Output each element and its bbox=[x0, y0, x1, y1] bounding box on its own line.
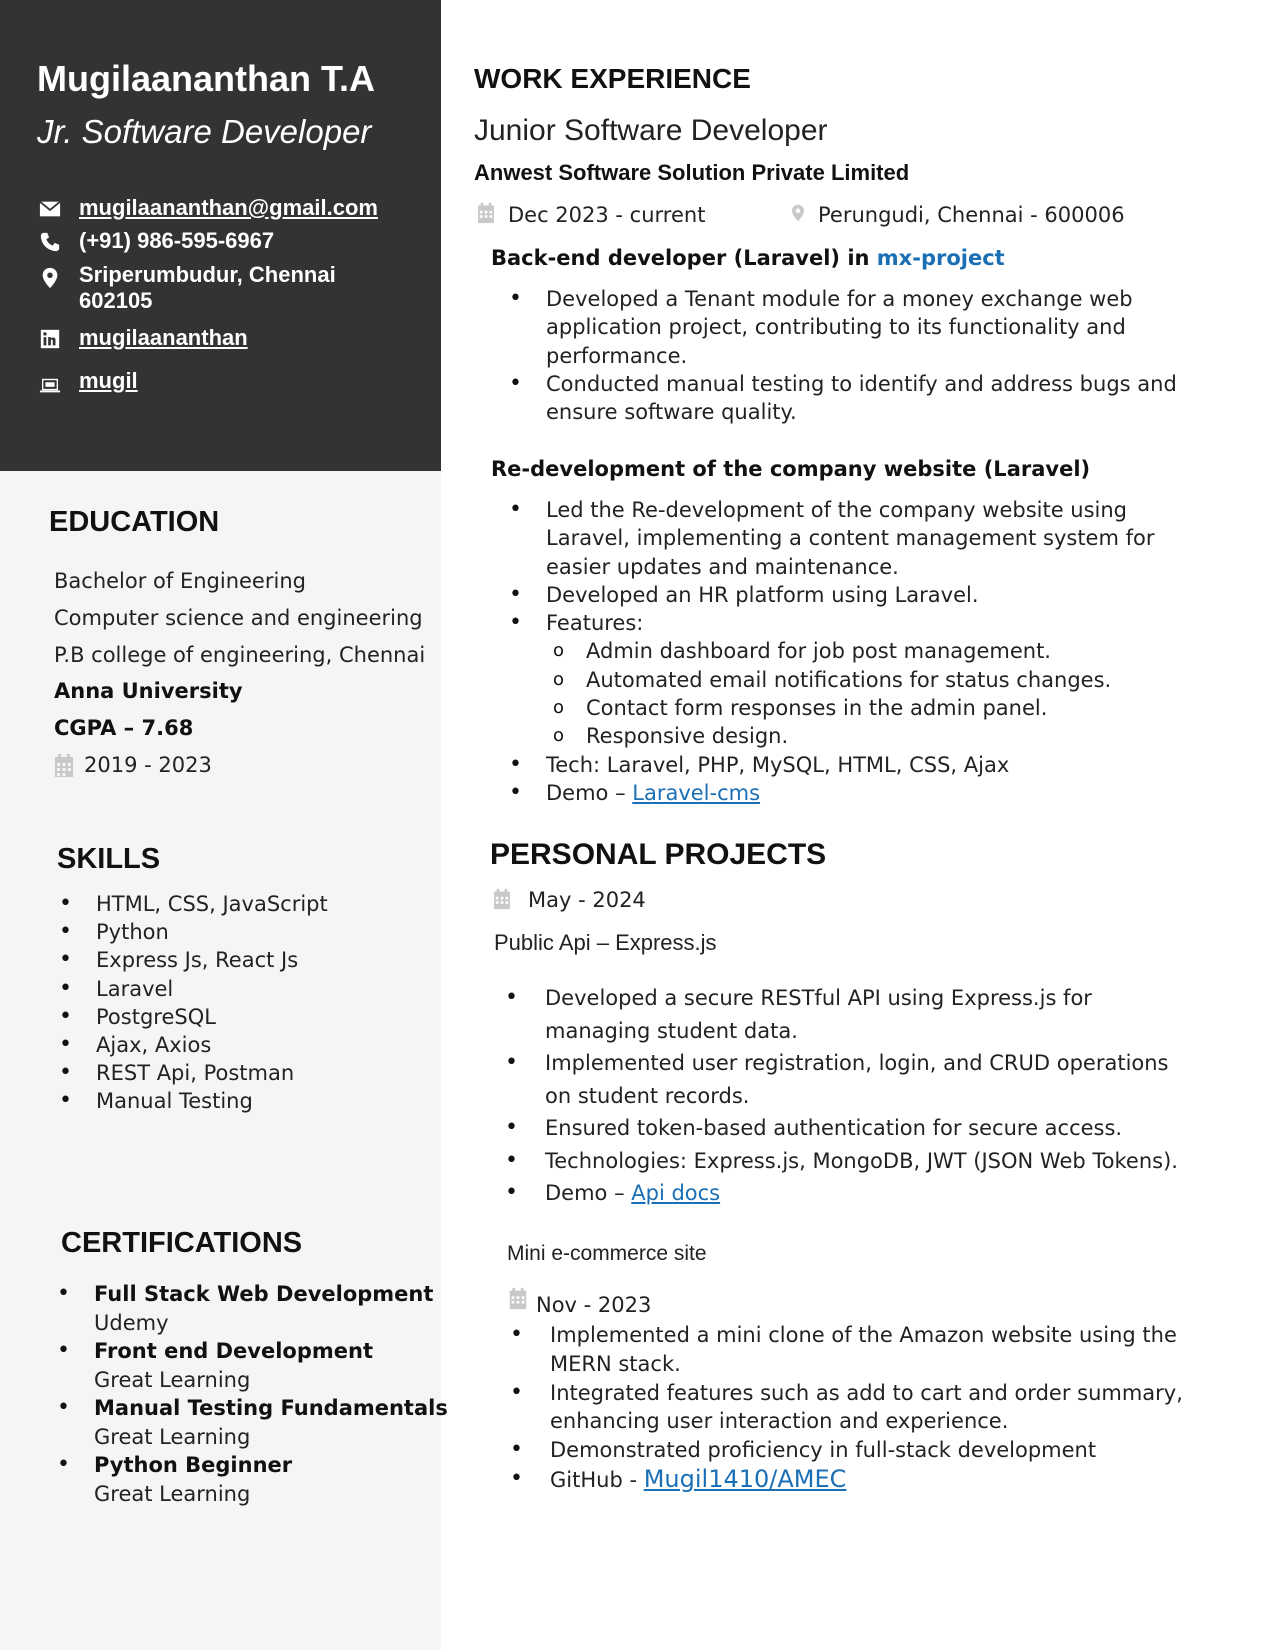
skill-item: • Python bbox=[58, 918, 328, 946]
cert-title: • Manual Testing Fundamentals bbox=[94, 1396, 448, 1420]
feature-item: o Contact form responses in the admin panel. bbox=[546, 694, 1155, 722]
list-item bbox=[491, 779, 1155, 807]
education-university: Anna University bbox=[54, 679, 243, 703]
project1-heading bbox=[491, 246, 1005, 270]
feature-item: o Admin dashboard for job post management. bbox=[546, 637, 1155, 665]
contact-address-row bbox=[39, 262, 439, 318]
contact-portfolio-row bbox=[39, 368, 439, 396]
feature-item: o Automated email notifications for status changes. bbox=[546, 666, 1155, 694]
project-title: Mini e-commerce site bbox=[507, 1242, 707, 1265]
candidate-name: Mugilaananthan T.A bbox=[37, 58, 376, 99]
address-line-1: Sriperumbudur, Chennai bbox=[79, 262, 336, 287]
candidate-role: Jr. Software Developer bbox=[37, 113, 372, 150]
contact-email-row bbox=[39, 195, 439, 223]
github-repo-link[interactable]: Mugil1410/AMEC bbox=[643, 1464, 847, 1493]
cert-title: • Front end Development bbox=[94, 1339, 373, 1363]
calendar-icon bbox=[476, 202, 496, 224]
list-item bbox=[495, 1465, 1183, 1495]
list-item: • Demonstrated proficiency in full-stack development bbox=[495, 1436, 1183, 1465]
skill-item: • PostgreSQL bbox=[58, 1003, 328, 1031]
list-item: • Ensured token-based authentication for secure access. bbox=[490, 1112, 1178, 1145]
list-item bbox=[491, 609, 1155, 750]
location-pin-icon bbox=[789, 202, 807, 228]
phone-icon bbox=[39, 231, 61, 253]
linkedin-link[interactable]: mugilaananthan bbox=[79, 325, 248, 350]
personal-projects-heading: PERSONAL PROJECTS bbox=[490, 838, 827, 871]
project2-heading: Re-development of the company website (Laravel) bbox=[491, 457, 1091, 481]
education-degree: Bachelor of Engineering bbox=[54, 569, 306, 593]
cert-item bbox=[56, 1451, 448, 1508]
github-label: GitHub - bbox=[550, 1467, 644, 1492]
features-sublist bbox=[546, 637, 1155, 750]
cert-item bbox=[56, 1280, 448, 1337]
bullet-line: Laravel, implementing a content management system for bbox=[546, 526, 1155, 551]
bullet-line: enhancing user interaction and experience. bbox=[550, 1409, 1009, 1434]
project2-bullets bbox=[491, 496, 1155, 807]
address-line-2: 602105 bbox=[79, 288, 153, 313]
skill-item: • Manual Testing bbox=[58, 1087, 328, 1115]
contact-linkedin-row bbox=[39, 325, 439, 353]
skill-item: • Laravel bbox=[58, 975, 328, 1003]
bullet-line: MERN stack. bbox=[550, 1351, 681, 1376]
bullet-line: • Features: bbox=[546, 611, 644, 636]
cert-item bbox=[56, 1394, 448, 1451]
education-college: P.B college of engineering, Chennai bbox=[54, 643, 426, 667]
laravel-cms-link[interactable]: Laravel-cms bbox=[632, 780, 761, 805]
job-title: Junior Software Developer bbox=[474, 114, 828, 147]
project-title: Public Api – Express.js bbox=[494, 930, 717, 955]
list-item: • Technologies: Express.js, MongoDB, JWT (JSON Web Tokens). bbox=[490, 1145, 1178, 1178]
list-item: • Developed an HR platform using Laravel. bbox=[491, 581, 1155, 609]
skills-heading: SKILLS bbox=[57, 843, 161, 875]
email-link[interactable]: mugilaananthan@gmail.com bbox=[79, 195, 378, 220]
cert-title: • Python Beginner bbox=[94, 1453, 293, 1477]
calendar-icon bbox=[508, 1287, 528, 1310]
list-item bbox=[490, 1177, 1178, 1210]
cert-issuer: Udemy bbox=[94, 1310, 169, 1335]
demo-label: Demo – bbox=[545, 1181, 632, 1205]
job-location: Perungudi, Chennai - 600006 bbox=[818, 203, 1125, 227]
contact-phone-row bbox=[39, 228, 439, 256]
api-docs-link[interactable]: Api docs bbox=[631, 1181, 721, 1205]
education-field: Computer science and engineering bbox=[54, 606, 423, 630]
demo-label: Demo – bbox=[546, 780, 633, 805]
job-dates: Dec 2023 - current bbox=[508, 203, 706, 227]
bullet-line: application project, contributing to its functionality and bbox=[546, 315, 1126, 340]
project-date: Nov - 2023 bbox=[536, 1293, 652, 1317]
cert-issuer: Great Learning bbox=[94, 1424, 251, 1449]
list-item bbox=[491, 285, 1177, 370]
project2-list bbox=[495, 1321, 1183, 1495]
bullet-line: • Developed a secure RESTful API using Express.js for bbox=[545, 986, 1092, 1010]
project-date: May - 2024 bbox=[528, 888, 646, 912]
calendar-icon bbox=[492, 888, 512, 910]
list-item bbox=[491, 496, 1155, 581]
bullet-line: easier updates and maintenance. bbox=[546, 554, 899, 579]
company-name: Anwest Software Solution Private Limited bbox=[474, 160, 910, 185]
linkedin-icon bbox=[39, 328, 61, 350]
list-item bbox=[490, 982, 1178, 1047]
cert-title: • Full Stack Web Development bbox=[94, 1282, 434, 1306]
education-cgpa: CGPA – 7.68 bbox=[54, 716, 194, 740]
list-item bbox=[490, 1047, 1178, 1112]
skill-item: • Ajax, Axios bbox=[58, 1031, 328, 1059]
bullet-line: • Conducted manual testing to identify and address bugs and bbox=[546, 371, 1177, 396]
bullet-line: managing student data. bbox=[545, 1018, 798, 1043]
skills-list bbox=[58, 890, 328, 1116]
phone-number: (+91) 986-595-6967 bbox=[79, 228, 275, 253]
education-heading: EDUCATION bbox=[49, 506, 220, 538]
skill-item: • REST Api, Postman bbox=[58, 1059, 328, 1087]
laptop-icon bbox=[39, 374, 61, 396]
cert-issuer: Great Learning bbox=[94, 1367, 251, 1392]
work-experience-heading: WORK EXPERIENCE bbox=[474, 63, 751, 94]
cert-issuer: Great Learning bbox=[94, 1481, 251, 1506]
skill-item: • Express Js, React Js bbox=[58, 946, 328, 974]
bullet-line: • Developed a Tenant module for a money exchange web bbox=[546, 287, 1133, 311]
bullet-line: • Implemented a mini clone of the Amazon website using the bbox=[550, 1323, 1177, 1347]
feature-item: o Responsive design. bbox=[546, 722, 1155, 750]
envelope-icon bbox=[39, 198, 61, 220]
certifications-list bbox=[56, 1280, 448, 1508]
bullet-line: ensure software quality. bbox=[546, 400, 797, 425]
location-pin-icon bbox=[39, 267, 61, 289]
skill-item: • HTML, CSS, JavaScript bbox=[58, 890, 328, 918]
project1-heading-text: Back-end developer (Laravel) in bbox=[491, 246, 877, 270]
list-item bbox=[495, 1379, 1183, 1437]
mx-project-link[interactable]: mx-project bbox=[876, 246, 1005, 270]
calendar-icon bbox=[54, 753, 76, 779]
portfolio-link[interactable]: mugil bbox=[79, 368, 138, 393]
project1-list bbox=[490, 982, 1178, 1210]
list-item bbox=[495, 1321, 1183, 1379]
bullet-line: • Led the Re-development of the company website using bbox=[546, 498, 1128, 522]
list-item bbox=[491, 370, 1177, 427]
cert-item bbox=[56, 1337, 448, 1394]
bullet-line: • Implemented user registration, login, and CRUD operations bbox=[545, 1051, 1169, 1075]
bullet-line: • Integrated features such as add to cart and order summary, bbox=[550, 1380, 1183, 1405]
list-item: • Tech: Laravel, PHP, MySQL, HTML, CSS, Ajax bbox=[491, 751, 1155, 779]
project1-bullets bbox=[491, 285, 1177, 426]
bullet-line: performance. bbox=[546, 343, 688, 368]
certifications-heading: CERTIFICATIONS bbox=[61, 1227, 303, 1259]
education-years: 2019 - 2023 bbox=[84, 753, 212, 777]
bullet-line: on student records. bbox=[545, 1083, 750, 1108]
